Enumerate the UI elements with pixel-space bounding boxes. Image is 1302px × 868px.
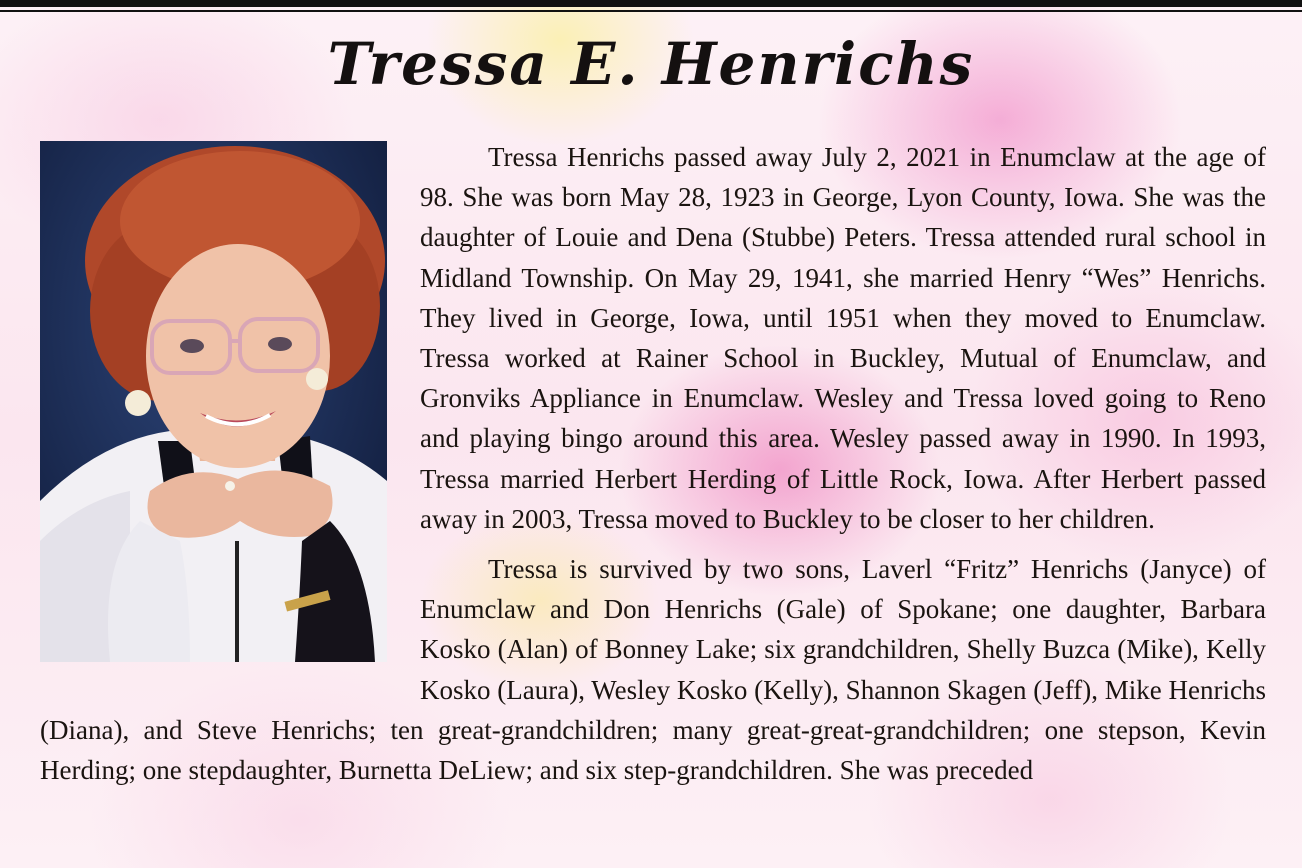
top-border-rule: [0, 0, 1302, 7]
obituary-paragraph-1: Tressa Henrichs passed away July 2, 2021 in Enumclaw at the age of 98. She was born May 28, 1923 in George, Lyon County, Iowa. She was the daughter of Louie and Dena (Stubbe) Peters. Tressa attended rural school in Midland Township. On May 29, 1941, she married Henry “Wes” Henrichs. They lived in George, Iowa, until 1951 when they moved to Enumclaw. Tressa worked at Rainer School in Buckley, Mutual of Enumclaw, and Gronviks Appliance in Enumclaw. Wesley and Tressa loved going to Reno and playing bingo around this area. Wesley passed away in 1990. In 1993, Tressa married Herbert Herding of Little Rock, Iowa. After Herbert passed away in 2003, Tressa moved to Buckley to be closer to her children.: [420, 142, 1266, 534]
top-border-inner-rule: [0, 10, 1302, 12]
obituary-body: [40, 137, 1266, 790]
photo-wrap-spacer: [40, 137, 420, 697]
obituary-paragraph-2: Tressa is survived by two sons, Laverl “Fritz” Henrichs (Janyce) of Enumclaw and Don Henrichs (Gale) of Spokane; one daughter, Barbara Kosko (Alan) of Bonney Lake; six grandchildren, Shelly Buzca (Mike), Kelly Kosko (Laura), Wesley Kosko (Kelly), Shannon Skagen (Jeff), Mike Henrichs (Diana), and Steve Henrichs; ten great-grandchildren; many great-great-grandchildren; one stepson, Kevin Herding; one stepdaughter, Burnetta DeLiew; and six step-grandchildren. She was preceded: [40, 554, 1266, 786]
obituary-name-title: Tressa E. Henrichs: [327, 30, 975, 98]
